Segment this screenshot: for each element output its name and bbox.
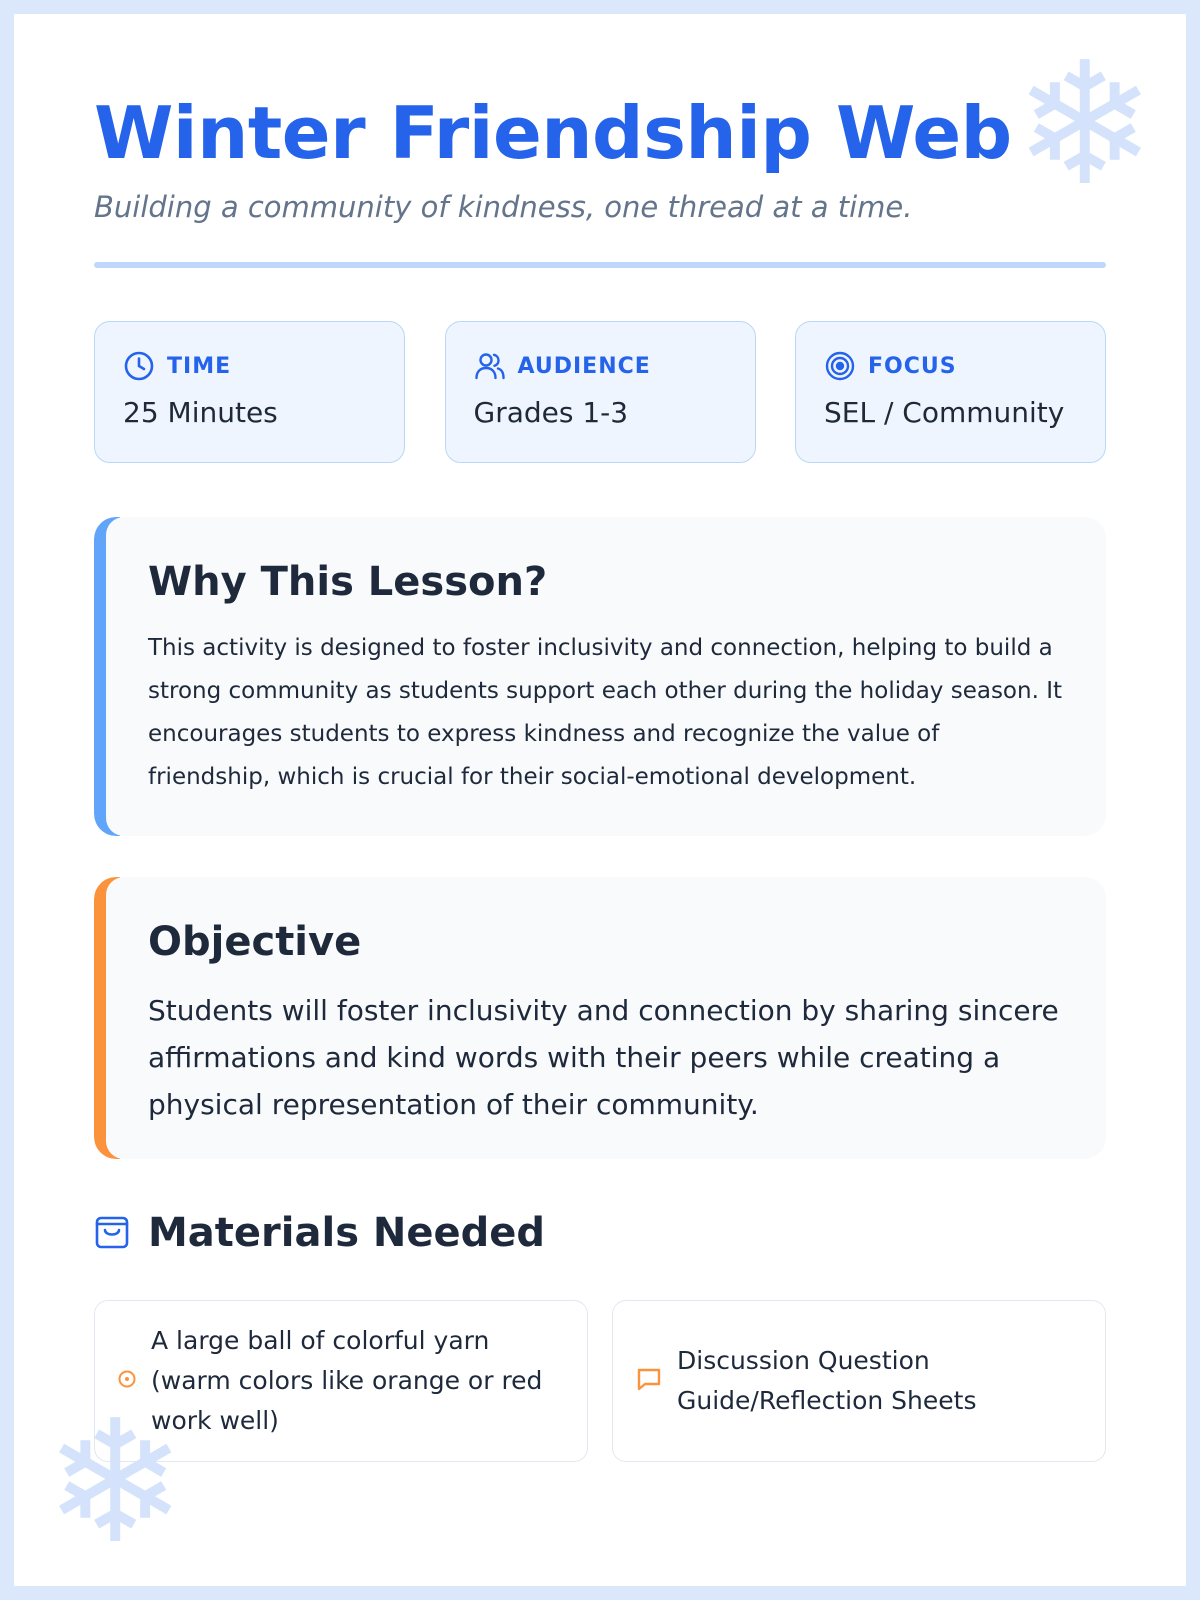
section-body — [106, 877, 1106, 1159]
meta-card-time — [94, 321, 405, 463]
meta-value: Grades 1-3 — [473, 396, 629, 429]
section-heading: Objective — [148, 919, 362, 965]
meta-card-header — [824, 350, 1105, 382]
meta-value: SEL / Community — [824, 396, 1065, 429]
lesson-meta-cards — [94, 321, 1106, 463]
header-divider — [94, 262, 1106, 268]
meta-card-focus — [795, 321, 1106, 463]
material-item — [612, 1300, 1106, 1462]
meta-value: 25 Minutes — [123, 396, 278, 429]
meta-card-header — [474, 350, 755, 382]
section-text: Students will foster inclusivity and connection by sharing sincere affirmations and kind words with their peers while creating a physical representation of their community. — [148, 994, 1059, 1121]
target-icon — [824, 350, 856, 382]
clock-icon — [123, 350, 155, 382]
section-heading: Why This Lesson? — [148, 559, 548, 605]
meta-label: FOCUS — [868, 353, 957, 379]
meta-label: TIME — [167, 353, 232, 379]
chat-bubble-icon — [635, 1365, 663, 1397]
materials-heading: Materials Needed — [148, 1210, 546, 1256]
section-text: This activity is designed to foster inclusivity and connection, helping to build a strong community as students support each other during the holiday season. It encourages students to express kindness and recognize the value of friendship, which is crucial for their social-emotional development. — [148, 635, 1063, 790]
lesson-plan-page — [14, 14, 1186, 1586]
meta-card-header — [123, 350, 404, 382]
materials-header — [94, 1210, 545, 1256]
snowflake-icon: ❄ — [1013, 26, 1156, 224]
page-subtitle: Building a community of kindness, one thread at a time. — [94, 190, 913, 224]
materials-list — [94, 1300, 1106, 1462]
meta-label: AUDIENCE — [517, 353, 651, 379]
material-text: A large ball of colorful yarn (warm colors like orange or red work well) — [151, 1326, 543, 1435]
shopping-bag-icon — [94, 1212, 130, 1254]
meta-card-audience — [445, 321, 756, 463]
section-body — [106, 517, 1106, 836]
page-title: Winter Friendship Web — [94, 94, 1012, 174]
objective-section — [94, 877, 1106, 1159]
material-text: Discussion Question Guide/Reflection Sheets — [677, 1346, 977, 1415]
users-icon — [474, 350, 506, 382]
snowflake-icon: ❄ — [44, 1384, 187, 1582]
why-this-lesson-section — [94, 517, 1106, 836]
